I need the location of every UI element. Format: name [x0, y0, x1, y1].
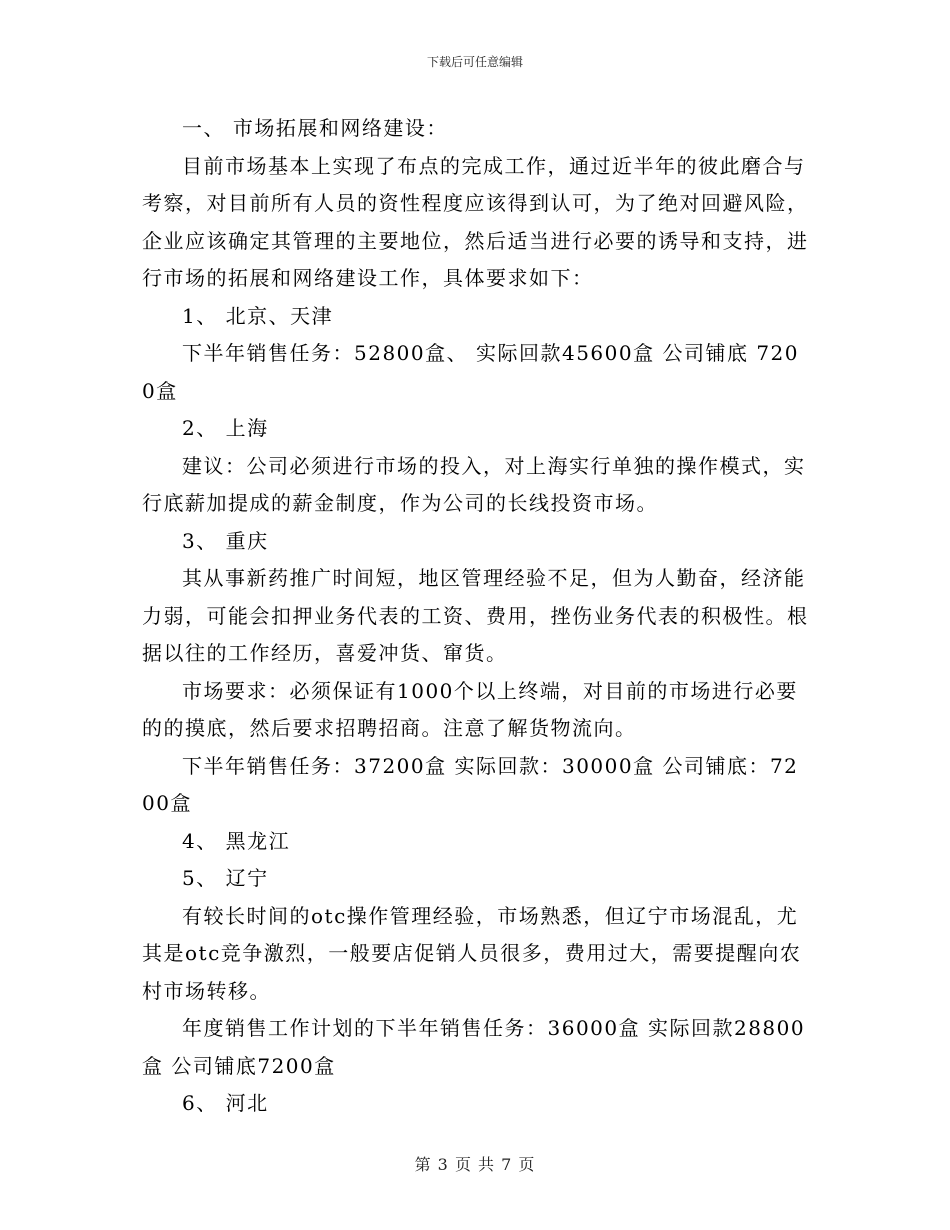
- region-heading-shanghai: 2、 上海: [182, 416, 269, 440]
- region-heading-heilongjiang: 4、 黑龙江: [182, 828, 291, 853]
- chongqing-sales-task: 下半年销售任务：37200盒 实际回款：30000盒 公司铺底：7200盒: [142, 753, 799, 815]
- beijing-tianjin-sales-task: 下半年销售任务：52800盒、 实际回款45600盒 公司铺底 7200盒: [142, 341, 799, 403]
- liaoning-sales-task: 年度销售工作计划的下半年销售任务：36000盒 实际回款28800盒 公司铺底7200盒: [142, 1016, 806, 1078]
- region-heading-liaoning: 5、 辽宁: [182, 866, 269, 890]
- intro-paragraph: 目前市场基本上实现了布点的完成工作，通过近半年的彼此磨合与考察，对目前所有人员的资性程度应该得到认可，为了绝对回避风险，企业应该确定其管理的主要地位，然后适当进行必要的诱导和支持，进行市场的拓展和网络建设工作，具体要求如下：: [142, 153, 809, 290]
- chongqing-assessment: 其从事新药推广时间短，地区管理经验不足，但为人勤奋，经济能力弱，可能会扣押业务代表的工资、费用，挫伤业务代表的积极性。根据以往的工作经历，喜爱冲货、窜货。: [142, 566, 809, 665]
- chongqing-market-requirement: 市场要求：必须保证有1000个以上终端，对目前的市场进行必要的的摸底，然后要求招聘招商。注意了解货物流向。: [142, 678, 798, 740]
- liaoning-assessment: 有较长时间的otc操作管理经验，市场熟悉，但辽宁市场混乱，尤其是otc竞争激烈，一般要店促销人员很多，费用过大，需要提醒向农村市场转移。: [142, 903, 802, 1003]
- region-heading-hebei: 6、 河北: [182, 1091, 269, 1115]
- document-body: [142, 110, 810, 1123]
- region-heading-chongqing: 3、 重庆: [182, 528, 269, 553]
- page-header: 下载后可任意编辑: [426, 55, 523, 69]
- page-footer: 第 3 页 共 7 页: [414, 1155, 536, 1174]
- region-heading-beijing-tianjin: 1、 北京、天津: [182, 303, 334, 328]
- shanghai-suggestion: 建议：公司必须进行市场的投入，对上海实行单独的操作模式，实行底薪加提成的薪金制度，作为公司的长线投资市场。: [142, 453, 806, 515]
- section-heading-market-expansion: 一、 市场拓展和网络建设：: [182, 116, 448, 140]
